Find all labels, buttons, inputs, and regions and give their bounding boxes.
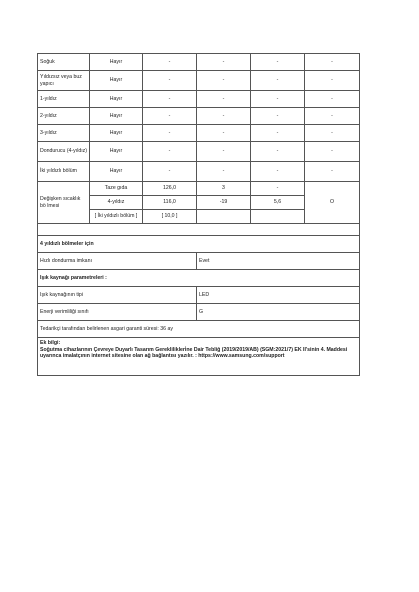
- row-value: Hayır: [90, 142, 143, 162]
- spec-row: [38, 54, 360, 71]
- variable-c6: O: [305, 182, 360, 224]
- variable-temp-label: Değişken sıcaklık bö lmesi: [38, 182, 90, 224]
- light-type-label: Işık kaynağının tipi: [38, 287, 197, 304]
- row-c6: -: [305, 125, 360, 142]
- sub-c4: 3: [197, 182, 251, 196]
- sub-c4: -19: [197, 196, 251, 210]
- sub-name: [ İki yıldızlı bölüm ]: [90, 210, 143, 224]
- row-c3: -: [143, 142, 197, 162]
- row-c5: -: [251, 71, 305, 91]
- sub-c3: 126,0: [143, 182, 197, 196]
- row-c6: -: [305, 108, 360, 125]
- sub-c3: [ 10,0 ]: [143, 210, 197, 224]
- spec-row: [38, 91, 360, 108]
- row-c3: -: [143, 91, 197, 108]
- sub-c3: 116,0: [143, 196, 197, 210]
- row-c5: -: [251, 162, 305, 182]
- section-4star-title-row: [38, 236, 360, 253]
- spacer-row: [38, 224, 360, 236]
- row-c5: -: [251, 125, 305, 142]
- spec-row: [38, 142, 360, 162]
- row-c6: -: [305, 162, 360, 182]
- row-c4: -: [197, 71, 251, 91]
- row-value: Hayır: [90, 91, 143, 108]
- row-value: Hayır: [90, 54, 143, 71]
- light-title: Işık kaynağı parametreleri :: [38, 270, 360, 287]
- row-label: 1-yıldız: [38, 91, 90, 108]
- spec-table-container: [37, 53, 359, 376]
- row-value: Hayır: [90, 125, 143, 142]
- row-c5: -: [251, 142, 305, 162]
- row-c5: -: [251, 54, 305, 71]
- row-c3: -: [143, 54, 197, 71]
- row-value: Hayır: [90, 108, 143, 125]
- fast-freeze-row: [38, 253, 360, 270]
- light-class-row: [38, 304, 360, 321]
- row-c3: -: [143, 108, 197, 125]
- sub-c5: [251, 210, 305, 224]
- spec-table: [37, 53, 360, 376]
- light-class-value: G: [197, 304, 360, 321]
- note-row: [38, 338, 360, 376]
- light-type-value: LED: [197, 287, 360, 304]
- row-c4: -: [197, 125, 251, 142]
- row-c6: -: [305, 71, 360, 91]
- row-c4: -: [197, 142, 251, 162]
- row-label: Dondurucu (4-yıldız): [38, 142, 90, 162]
- note-cell: [38, 338, 360, 376]
- row-c5: -: [251, 108, 305, 125]
- row-label: 3-yıldız: [38, 125, 90, 142]
- row-c6: -: [305, 142, 360, 162]
- spec-row: [38, 108, 360, 125]
- row-label: Soğuk: [38, 54, 90, 71]
- sub-c4: [197, 210, 251, 224]
- variable-temp-row-1: [38, 182, 360, 196]
- row-c5: -: [251, 91, 305, 108]
- section-4star-title: 4 yıldızlı bölmeler için: [38, 236, 360, 253]
- light-type-row: [38, 287, 360, 304]
- row-c6: -: [305, 91, 360, 108]
- row-c4: -: [197, 91, 251, 108]
- spec-row: [38, 162, 360, 182]
- warranty-text: Tedarikçi tarafından belirlenen asgari garanti süresi: 36 ay: [38, 321, 360, 338]
- row-c3: -: [143, 162, 197, 182]
- row-label: 2-yıldız: [38, 108, 90, 125]
- note-title: Ek bilgi:: [40, 340, 61, 346]
- note-text: Soğutma cihazlarının Çevreye Duyarlı Tasarım Gereklilikleri̇ne Dair Tebliğ (2019/2019/AB) (SGM:2021/7) EK II'sinin 4. Maddesi uyarınca imalatçının internet sitesine olan ağ bağlantısı yazılır. : https://www.samsung.com/support: [40, 346, 348, 359]
- fast-freeze-value: Evet: [197, 253, 360, 270]
- row-c4: -: [197, 54, 251, 71]
- spacer-cell: [38, 224, 360, 236]
- light-title-row: [38, 270, 360, 287]
- row-value: Hayır: [90, 162, 143, 182]
- spec-row: [38, 71, 360, 91]
- light-class-label: Enerji verimliliği sınıfı: [38, 304, 197, 321]
- sub-c5: -: [251, 182, 305, 196]
- row-label: İki yıldızlı bölüm: [38, 162, 90, 182]
- row-c4: -: [197, 108, 251, 125]
- fast-freeze-label: Hızlı dondurma imkanı: [38, 253, 197, 270]
- sub-name: Taze gıda: [90, 182, 143, 196]
- row-c4: -: [197, 162, 251, 182]
- warranty-row: [38, 321, 360, 338]
- row-value: Hayır: [90, 71, 143, 91]
- row-c6: -: [305, 54, 360, 71]
- spec-row: [38, 125, 360, 142]
- row-c3: -: [143, 71, 197, 91]
- row-c3: -: [143, 125, 197, 142]
- sub-c5: 5,6: [251, 196, 305, 210]
- sub-name: 4-yıldız: [90, 196, 143, 210]
- row-label: Yıldızsız veya buz yapıcı: [38, 71, 90, 91]
